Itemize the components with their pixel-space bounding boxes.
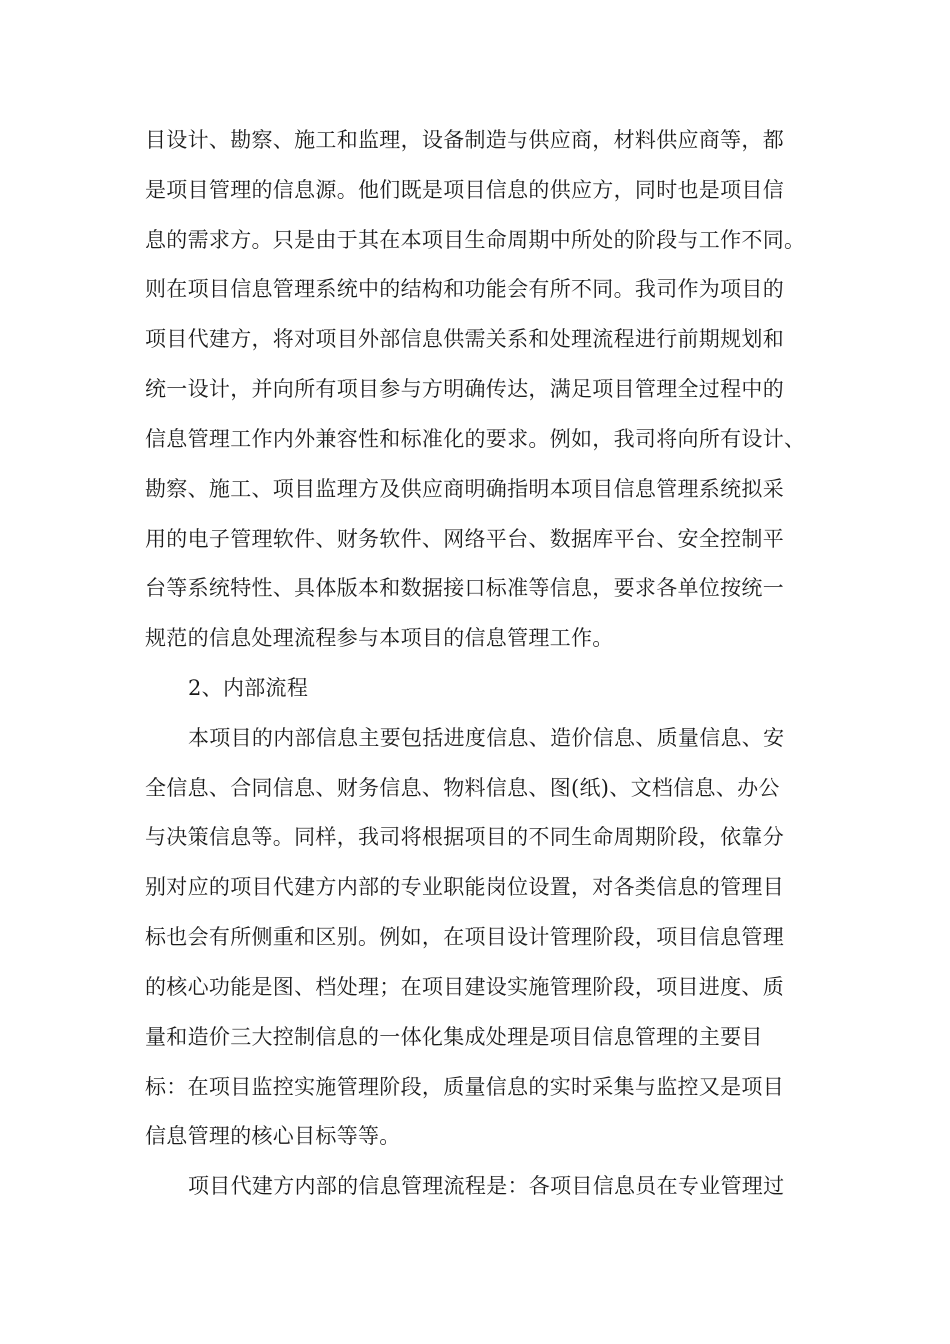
text-line: 标也会有所侧重和区别。例如，在项目设计管理阶段，项目信息管理 [145,925,784,949]
text-line: 统一设计，并向所有项目参与方明确传达，满足项目管理全过程中的 [145,377,784,401]
text-line: 目设计、勘察、施工和监理，设备制造与供应商，材料供应商等，都 [145,128,784,152]
text-line: 规范的信息处理流程参与本项目的信息管理工作。 [145,626,614,650]
section-heading: 2、内部流程 [188,676,309,700]
text-line: 别对应的项目代建方内部的专业职能岗位设置，对各类信息的管理目 [145,875,784,899]
text-line: 量和造价三大控制信息的一体化集成处理是项目信息管理的主要目 [145,1025,763,1049]
text-line: 用的电子管理软件、财务软件、网络平台、数据库平台、安全控制平 [145,527,784,551]
text-line: 项目代建方，将对项目外部信息供需关系和处理流程进行前期规划和 [145,327,784,351]
text-line: 全信息、合同信息、财务信息、物料信息、图(纸)、文档信息、办公 [145,776,780,800]
text-line: 勘察、施工、项目监理方及供应商明确指明本项目信息管理系统拟采 [145,477,784,501]
text-line: 项目代建方内部的信息管理流程是：各项目信息员在专业管理过 [188,1174,785,1198]
text-line: 信息管理工作内外兼容性和标准化的要求。例如，我司将向所有设计、 [145,427,806,451]
text-line: 则在项目信息管理系统中的结构和功能会有所不同。我司作为项目的 [145,277,784,301]
text-line: 的核心功能是图、档处理；在项目建设实施管理阶段，项目进度、质 [145,975,784,999]
text-line: 标：在项目监控实施管理阶段，质量信息的实时采集与监控又是项目 [145,1075,784,1099]
text-line: 本项目的内部信息主要包括进度信息、造价信息、质量信息、安 [188,726,785,750]
text-line: 与决策信息等。同样，我司将根据项目的不同生命周期阶段，依靠分 [145,825,784,849]
text-line: 息的需求方。只是由于其在本项目生命周期中所处的阶段与工作不同。 [145,228,806,252]
text-line: 是项目管理的信息源。他们既是项目信息的供应方，同时也是项目信 [145,178,784,202]
text-line: 信息管理的核心目标等等。 [145,1124,401,1148]
text-line: 台等系统特性、具体版本和数据接口标准等信息，要求各单位按统一 [145,576,784,600]
